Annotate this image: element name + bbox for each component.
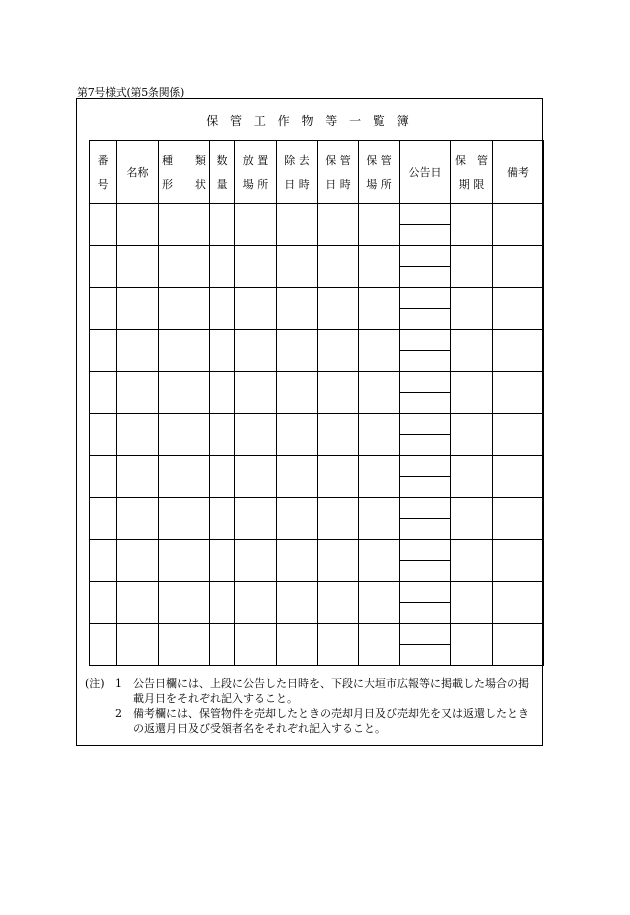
note-number: 2: [115, 707, 122, 720]
header-storage-period: 保 管 期 限: [451, 141, 493, 204]
table-cell: [235, 624, 277, 666]
notice-date-upper-cell: [400, 372, 451, 393]
table-cell: [451, 582, 493, 624]
table-cell: [210, 498, 235, 540]
table-row: [90, 372, 544, 393]
table-cell: [493, 330, 544, 372]
table-cell: [359, 204, 400, 246]
table-cell: [318, 582, 359, 624]
table-cell: [451, 540, 493, 582]
table-cell: [159, 372, 210, 414]
table-cell: [493, 372, 544, 414]
table-cell: [159, 624, 210, 666]
notice-date-upper-cell: [400, 204, 451, 225]
table-cell: [235, 414, 277, 456]
table-cell: [318, 246, 359, 288]
table-cell: [359, 456, 400, 498]
table-row: [90, 624, 544, 645]
note-number: 1: [115, 677, 122, 690]
table-cell: [359, 372, 400, 414]
table-cell: [90, 204, 117, 246]
table-cell: [359, 288, 400, 330]
table-cell: [359, 540, 400, 582]
table-cell: [318, 414, 359, 456]
notice-date-lower-cell: [400, 267, 451, 288]
header-name: 名称: [117, 141, 159, 204]
table-cell: [359, 330, 400, 372]
table-cell: [117, 498, 159, 540]
notice-date-upper-cell: [400, 330, 451, 351]
table-cell: [159, 582, 210, 624]
table-cell: [318, 624, 359, 666]
table-cell: [235, 582, 277, 624]
table-cell: [117, 414, 159, 456]
notice-date-upper-cell: [400, 624, 451, 645]
table-cell: [451, 624, 493, 666]
header-type-shape: 種 類 形 状: [159, 141, 210, 204]
notice-date-lower-cell: [400, 603, 451, 624]
notice-date-upper-cell: [400, 582, 451, 603]
table-cell: [451, 246, 493, 288]
table-cell: [277, 288, 318, 330]
notice-date-upper-cell: [400, 246, 451, 267]
note-item: [85, 706, 537, 736]
table-cell: [117, 204, 159, 246]
table-cell: [210, 624, 235, 666]
notice-date-lower-cell: [400, 561, 451, 582]
notice-date-upper-cell: [400, 414, 451, 435]
table-cell: [159, 288, 210, 330]
table-cell: [90, 414, 117, 456]
header-storage-datetime: 保 管 日 時: [318, 141, 359, 204]
header-removal-datetime: 除 去 日 時: [277, 141, 318, 204]
notice-date-lower-cell: [400, 645, 451, 666]
header-notice-date: 公告日: [400, 141, 451, 204]
notes: [85, 676, 537, 736]
table-row: [90, 246, 544, 267]
table-cell: [277, 330, 318, 372]
table-row: [90, 540, 544, 561]
table-row: [90, 498, 544, 519]
table-cell: [493, 624, 544, 666]
table-cell: [210, 204, 235, 246]
table-cell: [359, 498, 400, 540]
table-cell: [318, 288, 359, 330]
table-cell: [277, 372, 318, 414]
table-row: [90, 456, 544, 477]
table-cell: [210, 372, 235, 414]
table-cell: [451, 456, 493, 498]
table-cell: [159, 414, 210, 456]
table-cell: [159, 540, 210, 582]
form-title: 保 管 工 作 物 等 一 覧 簿: [206, 114, 413, 128]
table-cell: [235, 372, 277, 414]
table-cell: [277, 624, 318, 666]
table-cell: [90, 456, 117, 498]
table-cell: [159, 456, 210, 498]
table-cell: [359, 246, 400, 288]
notice-date-lower-cell: [400, 435, 451, 456]
table-cell: [277, 540, 318, 582]
notice-date-upper-cell: [400, 498, 451, 519]
table-cell: [90, 330, 117, 372]
table-row: [90, 330, 544, 351]
table-cell: [235, 498, 277, 540]
table-cell: [277, 246, 318, 288]
table-cell: [90, 624, 117, 666]
table-cell: [117, 540, 159, 582]
table-cell: [159, 246, 210, 288]
notice-date-lower-cell: [400, 519, 451, 540]
note-text: 公告日欄には、上段に公告した日時を、下段に大垣市広報等に掲載した場合の掲載月日をそれぞれ記入すること。: [133, 677, 529, 705]
table-row: [90, 414, 544, 435]
ledger-table: [89, 140, 544, 666]
table-cell: [451, 372, 493, 414]
table-cell: [210, 330, 235, 372]
notice-date-lower-cell: [400, 225, 451, 246]
table-cell: [235, 330, 277, 372]
table-cell: [277, 582, 318, 624]
table-cell: [90, 498, 117, 540]
table-cell: [117, 582, 159, 624]
table-cell: [90, 540, 117, 582]
table-cell: [90, 372, 117, 414]
notice-date-lower-cell: [400, 351, 451, 372]
table-cell: [90, 288, 117, 330]
table-cell: [493, 456, 544, 498]
table-cell: [493, 414, 544, 456]
table-cell: [318, 540, 359, 582]
table-cell: [235, 456, 277, 498]
table-cell: [451, 288, 493, 330]
notice-date-upper-cell: [400, 540, 451, 561]
notice-date-lower-cell: [400, 477, 451, 498]
table-cell: [318, 204, 359, 246]
table-cell: [117, 246, 159, 288]
table-cell: [493, 498, 544, 540]
ledger-form: [76, 98, 543, 746]
table-cell: [277, 456, 318, 498]
table-cell: [117, 372, 159, 414]
note-mark: (注): [85, 677, 105, 690]
table-cell: [159, 498, 210, 540]
header-row: [90, 141, 544, 204]
header-number: 番 号: [90, 141, 117, 204]
notice-date-upper-cell: [400, 288, 451, 309]
table-cell: [451, 204, 493, 246]
table-cell: [359, 414, 400, 456]
table-cell: [235, 540, 277, 582]
header-left-place: 放 置 場 所: [235, 141, 277, 204]
table-cell: [451, 414, 493, 456]
table-cell: [493, 288, 544, 330]
table-cell: [90, 246, 117, 288]
notice-date-lower-cell: [400, 393, 451, 414]
table-cell: [235, 288, 277, 330]
table-cell: [117, 624, 159, 666]
form-label: 第7号様式(第5条関係): [77, 86, 184, 99]
table-cell: [210, 246, 235, 288]
header-storage-place: 保 管 場 所: [359, 141, 400, 204]
table-cell: [210, 456, 235, 498]
notice-date-upper-cell: [400, 456, 451, 477]
table-cell: [277, 204, 318, 246]
table-cell: [277, 498, 318, 540]
table-cell: [493, 582, 544, 624]
table-cell: [235, 246, 277, 288]
table-cell: [117, 330, 159, 372]
table-cell: [318, 330, 359, 372]
table-cell: [493, 540, 544, 582]
table-cell: [318, 456, 359, 498]
table-cell: [359, 582, 400, 624]
table-cell: [277, 414, 318, 456]
table-cell: [451, 330, 493, 372]
table-cell: [210, 414, 235, 456]
header-quantity: 数 量: [210, 141, 235, 204]
table-cell: [318, 498, 359, 540]
table-cell: [493, 246, 544, 288]
table-row: [90, 582, 544, 603]
header-remarks: 備考: [493, 141, 544, 204]
table-row: [90, 288, 544, 309]
table-cell: [493, 204, 544, 246]
table-cell: [117, 456, 159, 498]
table-row: [90, 204, 544, 225]
table-cell: [159, 204, 210, 246]
notice-date-lower-cell: [400, 309, 451, 330]
table-cell: [210, 582, 235, 624]
table-cell: [318, 372, 359, 414]
table-cell: [235, 204, 277, 246]
table-cell: [210, 288, 235, 330]
table-cell: [117, 288, 159, 330]
table-cell: [451, 498, 493, 540]
table-cell: [359, 624, 400, 666]
note-text: 備考欄には、保管物件を売却したときの売却月日及び売却先を又は返還したときの返還月日及び受領者名をそれぞれ記入すること。: [133, 707, 529, 735]
table-cell: [90, 582, 117, 624]
note-item: [85, 676, 537, 706]
table-cell: [159, 330, 210, 372]
table-cell: [210, 540, 235, 582]
